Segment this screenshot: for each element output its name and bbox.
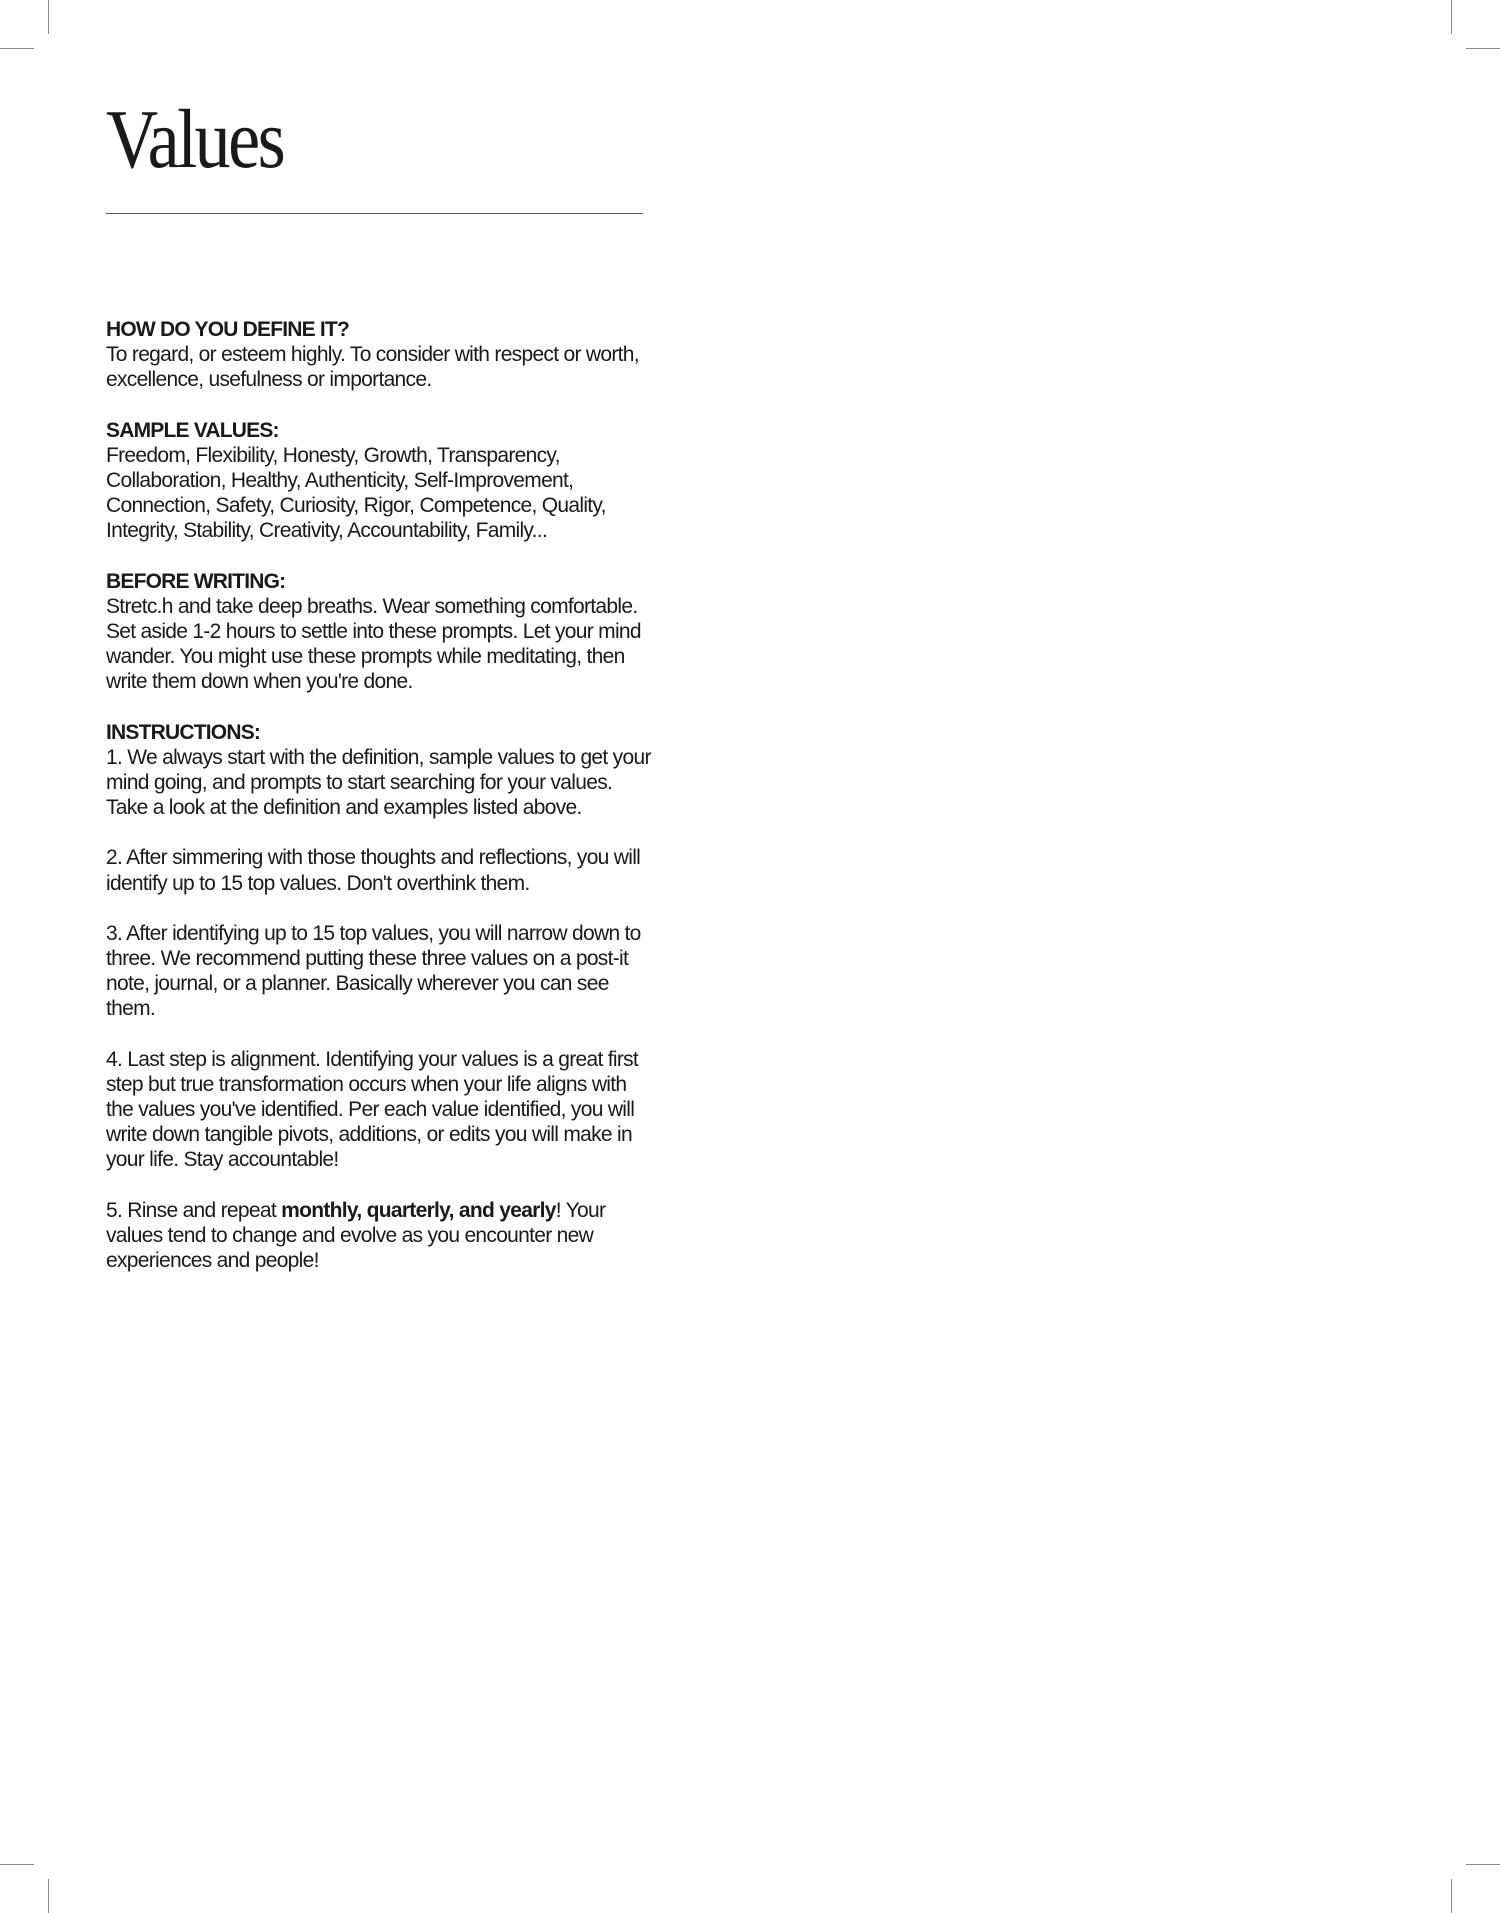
section-text: To regard, or esteem highly. To consider with respect or worth, excellence, usefulness or importance. [106, 343, 639, 392]
section-definition [106, 317, 651, 393]
instruction-step-2: 2. After simmering with those thoughts and reflections, you will identify up to 15 top values. Don't overthink them. [106, 846, 641, 895]
crop-mark [1451, 0, 1452, 34]
step-5-emphasis: monthly, quarterly, and yearly [281, 1198, 556, 1222]
crop-mark [48, 0, 49, 34]
crop-mark [0, 48, 34, 49]
title-divider [106, 213, 643, 214]
section-heading: SAMPLE VALUES: [106, 418, 279, 442]
section-text: Freedom, Flexibility, Honesty, Growth, Transparency, Collaboration, Healthy, Authenticity, Self-Improvement, Connection, Safety, Curiosity, Rigor, Competence, Quality, Integrity, Stability, Creativity, Accountability, Family... [106, 443, 606, 543]
instruction-step-1: 1. We always start with the definition, sample values to get your mind going, and prompts to start searching for your values. Take a look at the definition and examples listed above. [106, 745, 651, 820]
crop-mark [1466, 1864, 1500, 1865]
section-heading: INSTRUCTIONS: [106, 720, 261, 744]
instruction-step-3: 3. After identifying up to 15 top values, you will narrow down to three. We recommend putting these three values on a post-it note, journal, or a planner. Basically wherever you can see them. [106, 921, 641, 1021]
step-5-text-start: 5. Rinse and repeat [106, 1198, 282, 1222]
crop-mark [1451, 1879, 1452, 1913]
section-instructions [106, 720, 651, 1274]
page-title: Values [106, 93, 284, 186]
section-before-writing [106, 569, 651, 695]
content-column [106, 317, 651, 1298]
section-text: Stretc.h and take deep breaths. Wear something comfortable. Set aside 1-2 hours to settle into these prompts. Let your mind wander. You might use these prompts while meditating, then write them down when you're done. [106, 594, 641, 694]
section-heading: HOW DO YOU DEFINE IT? [106, 318, 349, 341]
section-heading: BEFORE WRITING: [106, 569, 286, 593]
section-sample-values [106, 418, 651, 544]
crop-mark [0, 1864, 34, 1865]
crop-mark [48, 1879, 49, 1913]
instruction-step-5 [106, 1198, 651, 1274]
crop-mark [1466, 48, 1500, 49]
instruction-step-4: 4. Last step is alignment. Identifying your values is a great first step but true transformation occurs when your life aligns with the values you've identified. Per each value identified, you will write down tangible pivots, additions, or edits you will make in your life. Stay accountable! [106, 1047, 639, 1172]
step-5-text-end: ! Your values tend to change and evolve as you encounter new experiences and people! [106, 1198, 606, 1273]
